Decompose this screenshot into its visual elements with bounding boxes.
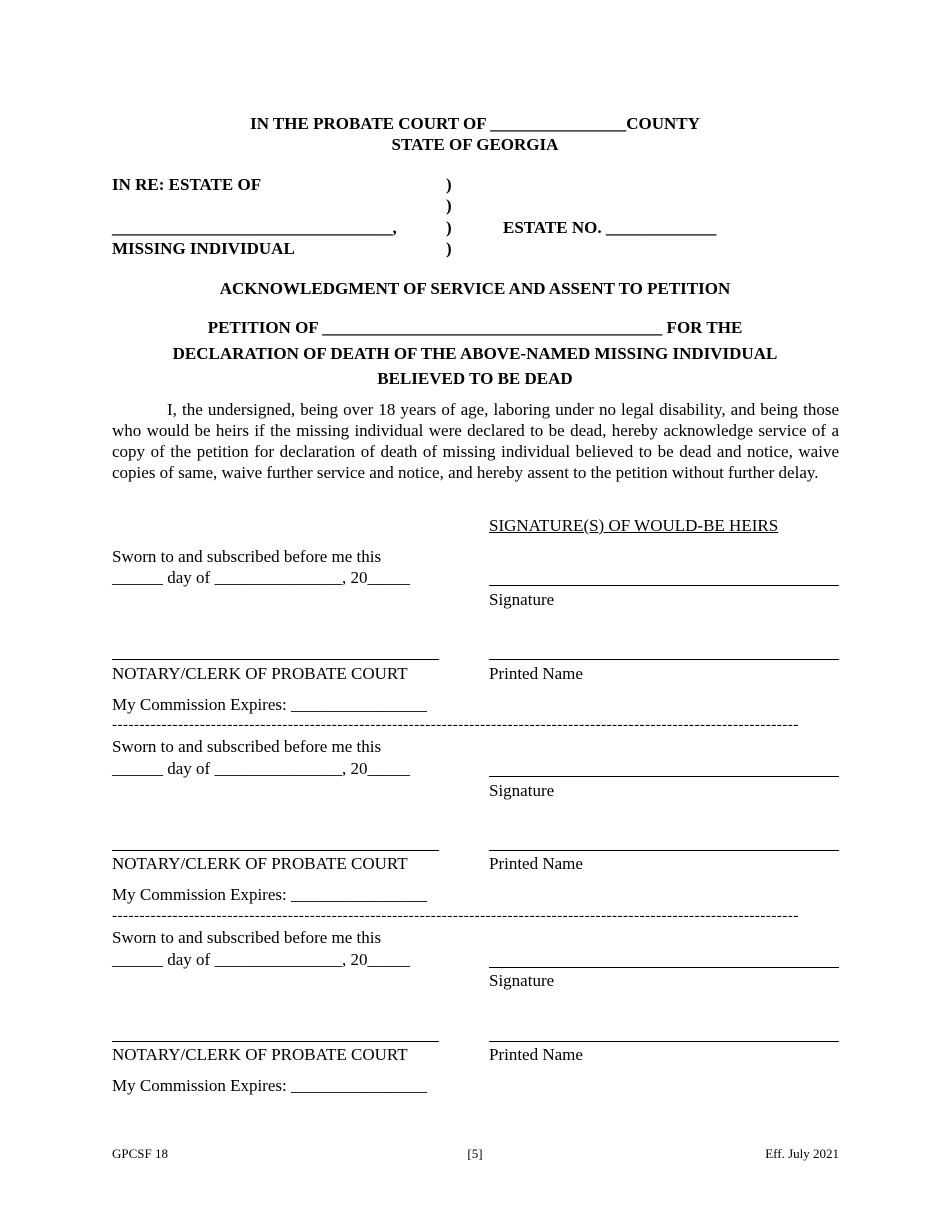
signature-line[interactable] [489,967,839,968]
signature-label: Signature [489,971,555,990]
commission-expires-field[interactable]: My Commission Expires: ________________ [112,1076,427,1095]
caption-paren: ) [446,218,452,237]
notary-signature-line[interactable] [112,659,439,660]
signature-line[interactable] [489,776,839,777]
block-separator: ----------------------------------------------------------------------------------------------------------------------------- [112,909,799,923]
signature-heading: SIGNATURE(S) OF WOULD-BE HEIRS [489,516,779,535]
commission-expires-field[interactable]: My Commission Expires: ________________ [112,885,427,904]
printed-name-label: Printed Name [489,1045,583,1064]
effective-date: Eff. July 2021 [765,1146,839,1161]
day-line-field[interactable]: ______ day of _______________, 20_____ [112,759,410,778]
signature-label: Signature [489,781,555,800]
notary-label: NOTARY/CLERK OF PROBATE COURT [112,664,408,683]
block-separator: ----------------------------------------------------------------------------------------------------------------------------- [112,718,799,732]
caption-paren: ) [446,239,452,258]
printed-name-line[interactable] [489,1041,839,1042]
form-id: GPCSF 18 [112,1146,168,1161]
signature-label: Signature [489,590,555,609]
printed-name-line[interactable] [489,850,839,851]
sworn-text: Sworn to and subscribed before me this [112,737,382,756]
day-line-field[interactable]: ______ day of _______________, 20_____ [112,950,410,969]
caption-paren: ) [446,196,452,215]
sworn-text: Sworn to and subscribed before me this [112,547,382,566]
petition-subtitle-line: DECLARATION OF DEATH OF THE ABOVE-NAMED MISSING INDIVIDUAL [172,344,778,363]
missing-individual-label: MISSING INDIVIDUAL [112,239,295,258]
acknowledgment-paragraph: I, the undersigned, being over 18 years of age, laboring under no legal disability, and being those who would be heirs if the missing individual were declared to be dead, hereby acknowledge service of a copy of the petition for declaration of death of missing individual believed to be dead and notice, waive copies of same, waive further service and notice, and hereby assent to the petition without further delay. [112,400,839,482]
printed-name-label: Printed Name [489,664,583,683]
caption-paren: ) [446,175,452,194]
in-re-label: IN RE: ESTATE OF [112,175,262,194]
signature-line[interactable] [489,585,839,586]
document-title: ACKNOWLEDGMENT OF SERVICE AND ASSENT TO PETITION [219,279,731,298]
notary-signature-line[interactable] [112,1041,439,1042]
petition-of-line[interactable]: PETITION OF ________________________________________ FOR THE [207,318,743,337]
printed-name-line[interactable] [489,659,839,660]
court-heading: IN THE PROBATE COURT OF ________________COUNTY [250,114,700,133]
printed-name-label: Printed Name [489,854,583,873]
petition-subtitle-line: BELIEVED TO BE DEAD [377,369,573,388]
commission-expires-field[interactable]: My Commission Expires: ________________ [112,695,427,714]
estate-number-field[interactable]: ESTATE NO. _____________ [503,218,717,237]
sworn-text: Sworn to and subscribed before me this [112,928,382,947]
notary-signature-line[interactable] [112,850,439,851]
state-heading: STATE OF GEORGIA [391,135,559,154]
estate-name-blank[interactable]: _________________________________, [112,218,397,237]
notary-label: NOTARY/CLERK OF PROBATE COURT [112,854,408,873]
day-line-field[interactable]: ______ day of _______________, 20_____ [112,568,410,587]
notary-label: NOTARY/CLERK OF PROBATE COURT [112,1045,408,1064]
page-number: [5] [467,1146,483,1161]
